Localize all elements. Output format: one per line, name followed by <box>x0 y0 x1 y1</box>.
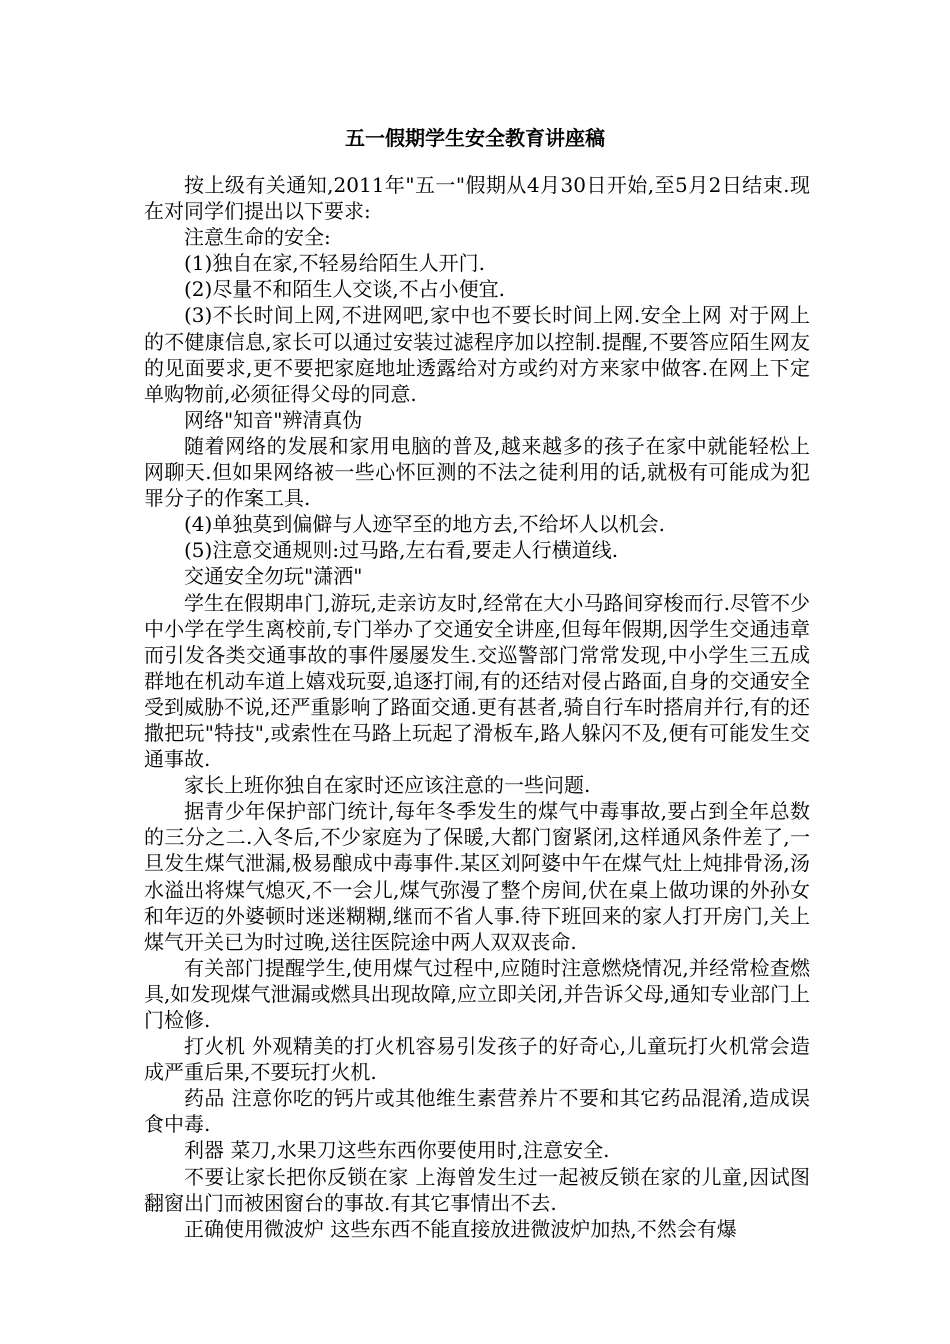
paragraph: 家长上班你独自在家时还应该注意的一些问题. <box>184 773 591 798</box>
paragraph: (2)尽量不和陌生人交谈,不占小便宜. <box>184 277 506 302</box>
paragraph: 按上级有关通知,2011年"五一"假期从4月30日开始,至5月2日结束.现在对同学们提出以下要求: <box>144 173 810 224</box>
paragraph: 学生在假期串门,游玩,走亲访友时,经常在大小马路间穿梭而行.尽管不少中小学在学生离校前,专门举办了交通安全讲座,但每年假期,因学生交通违章而引发各类交通事故的事件屡屡发生.交巡警部门常常发现,中小学生三五成群地在机动车道上嬉戏玩耍,追逐打闹,有的还结对侵占路面,自身的交通安全受到威胁不说,还严重影响了路面交通.更有甚者,骑自行车时搭肩并行,有的还撒把玩"特技",或索性在马路上玩起了滑板车,路人躲闪不及,便有可能发生交通事故. <box>144 590 810 772</box>
paragraph: 网络"知音"辨清真伪 <box>184 407 363 432</box>
paragraph: 交通安全勿玩"潇洒" <box>184 564 363 589</box>
paragraph: 药品 注意你吃的钙片或其他维生素营养片不要和其它药品混淆,造成误食中毒. <box>144 1086 810 1137</box>
paragraph: 打火机 外观精美的打火机容易引发孩子的好奇心,儿童玩打火机常会造成严重后果,不要玩打火机. <box>144 1034 810 1085</box>
paragraph: 有关部门提醒学生,使用煤气过程中,应随时注意燃烧情况,并经常检查燃具,如发现煤气泄漏或燃具出现故障,应立即关闭,并告诉父母,通知专业部门上门检修. <box>144 955 810 1032</box>
paragraph: 利器 菜刀,水果刀这些东西你要使用时,注意安全. <box>184 1138 610 1163</box>
paragraph: (3)不长时间上网,不进网吧,家中也不要长时间上网.安全上网 对于网上的不健康信息,家长可以通过安装过滤程序加以控制.提醒,不要答应陌生网友的见面要求,更不要把家庭地址透露给对方或约对方来家中做客.在网上下定单购物前,必须征得父母的同意. <box>144 303 810 406</box>
paragraph: (4)单独莫到偏僻与人迹罕至的地方去,不给坏人以机会. <box>184 512 666 537</box>
paragraph: 不要让家长把你反锁在家 上海曾发生过一起被反锁在家的儿童,因试图翻窗出门而被困窗台的事故.有其它事情出不去. <box>144 1164 810 1215</box>
document-body <box>144 172 810 1242</box>
paragraph: 据青少年保护部门统计,每年冬季发生的煤气中毒事故,要占到全年总数的三分之二.入冬后,不少家庭为了保暖,大都门窗紧闭,这样通风条件差了,一旦发生煤气泄漏,极易酿成中毒事件.某区刘阿婆中午在煤气灶上炖排骨汤,汤水溢出将煤气熄灭,不一会儿,煤气弥漫了整个房间,伏在桌上做功课的外孙女和年迈的外婆顿时迷迷糊糊,继而不省人事.待下班回来的家人打开房门,关上煤气开关已为时过晚,送往医院途中两人双双丧命. <box>144 799 810 954</box>
document-title: 五一假期学生安全教育讲座稿 <box>345 126 605 150</box>
paragraph: (1)独自在家,不轻易给陌生人开门. <box>184 251 486 276</box>
paragraph: (5)注意交通规则:过马路,左右看,要走人行横道线. <box>184 538 619 563</box>
paragraph: 正确使用微波炉 这些东西不能直接放进微波炉加热,不然会有爆 <box>184 1216 737 1241</box>
paragraph: 随着网络的发展和家用电脑的普及,越来越多的孩子在家中就能轻松上网聊天.但如果网络被一些心怀叵测的不法之徒利用的话,就极有可能成为犯罪分子的作案工具. <box>144 433 810 511</box>
paragraph: 注意生命的安全: <box>184 225 331 250</box>
